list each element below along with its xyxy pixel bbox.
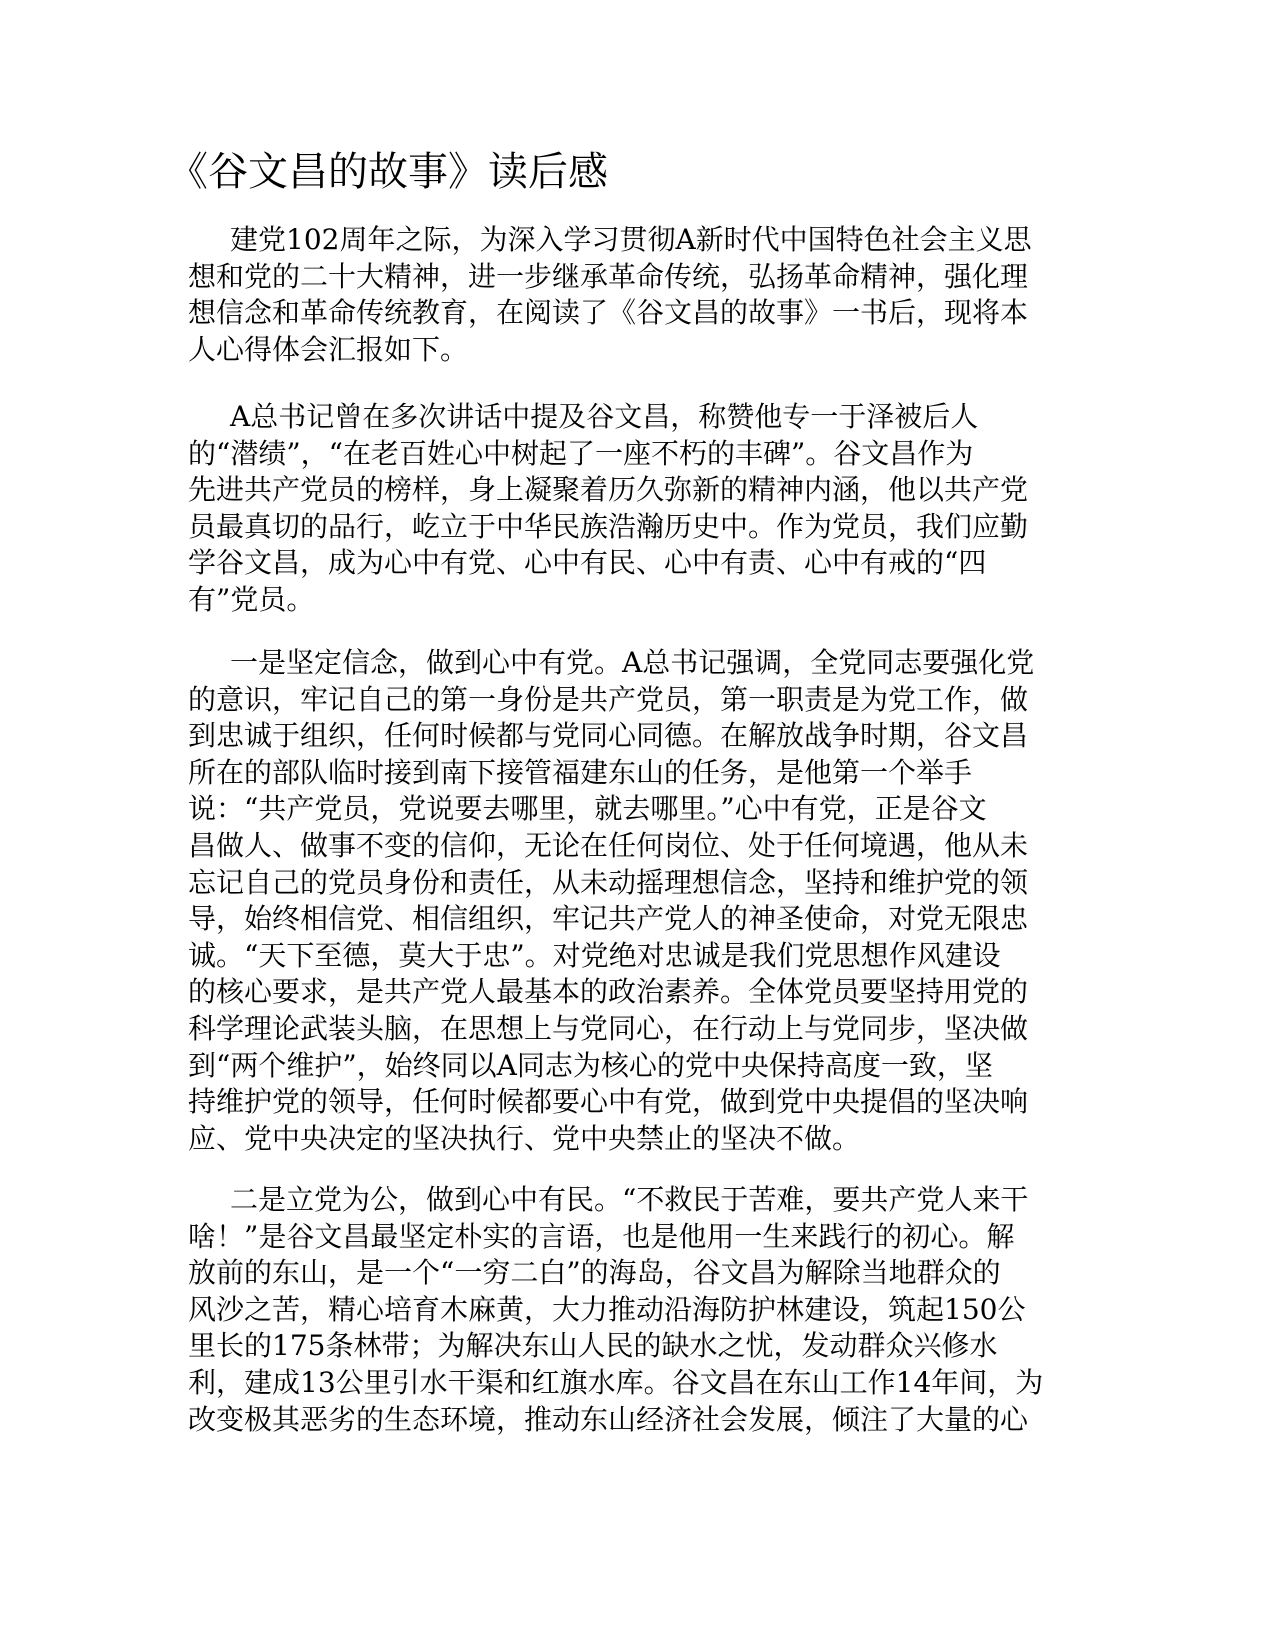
paragraph-overview — [188, 399, 1088, 619]
paragraph-line: 所在的部队临时接到南下接管福建东山的任务，是他第一个举手 — [188, 755, 973, 789]
paragraph-line: 风沙之苦，精心培育木麻黄，大力推动沿海防护林建设，筑起150公 — [188, 1292, 1026, 1326]
paragraph-line: 改变极其恶劣的生态环境，推动东山经济社会发展，倾注了大量的心 — [188, 1402, 1029, 1436]
paragraph-line: A总书记曾在多次讲话中提及谷文昌，称赞他专一于泽被后人 — [230, 400, 979, 433]
paragraph-line: 利，建成13公里引水干渠和红旗水库。谷文昌在东山工作14年间，为 — [188, 1365, 1044, 1399]
paragraph-line: 应、党中央决定的坚决执行、党中央禁止的坚决不做。 — [188, 1121, 861, 1155]
paragraph-line: 忘记自己的党员身份和责任，从未动摇理想信念，坚持和维护党的领 — [188, 865, 1029, 899]
paragraph-line: 人心得体会汇报如下。 — [188, 332, 469, 366]
paragraph-intro — [188, 222, 1088, 368]
paragraph-line: 的“潜绩”，“在老百姓心中树起了一座不朽的丰碑”。谷文昌作为 — [188, 436, 974, 470]
paragraph-line: 想信念和革命传统教育，在阅读了《谷文昌的故事》一书后，现将本 — [188, 296, 1029, 330]
paragraph-point-one — [188, 645, 1088, 1157]
paragraph-line: 里长的175条林带；为解决东山人民的缺水之忧，发动群众兴修水 — [188, 1329, 998, 1363]
paragraph-line: 到忠诚于组织，任何时候都与党同心同德。在解放战争时期，谷文昌 — [188, 719, 1029, 753]
paragraph-point-two — [188, 1182, 1088, 1438]
paragraph-line: 到“两个维护”，始终同以A同志为核心的党中央保持高度一致，坚 — [188, 1048, 993, 1082]
paragraph-line: 员最真切的品行，屹立于中华民族浩瀚历史中。作为党员，我们应勤 — [188, 509, 1029, 543]
paragraph-line: 二是立党为公，做到心中有民。“不救民于苦难，要共产党人来干 — [230, 1183, 1029, 1216]
paragraph-line: 昌做人、做事不变的信仰，无论在任何岗位、处于任何境遇，他从未 — [188, 828, 1029, 862]
paragraph-line: 先进共产党员的榜样，身上凝聚着历久弥新的精神内涵，他以共产党 — [188, 473, 1029, 507]
paragraph-line: 一是坚定信念，做到心中有党。A总书记强调，全党同志要强化党 — [230, 646, 1035, 679]
paragraph-line: 建党102周年之际，为深入学习贯彻A新时代中国特色社会主义思 — [230, 223, 1032, 256]
paragraph-line: 啥！”是谷文昌最坚定朴实的言语，也是他用一生来践行的初心。解 — [188, 1219, 1015, 1253]
paragraph-line: 诚。“天下至德，莫大于忠”。对党绝对忠诚是我们党思想作风建设 — [188, 938, 1001, 972]
paragraph-line: 放前的东山，是一个“一穷二白”的海岛，谷文昌为解除当地群众的 — [188, 1256, 1001, 1290]
document-title: 《谷文昌的故事》读后感 — [168, 149, 608, 195]
paragraph-line: 导，始终相信党、相信组织，牢记共产党人的神圣使命，对党无限忠 — [188, 902, 1029, 936]
paragraph-line: 的核心要求，是共产党人最基本的政治素养。全体党员要坚持用党的 — [188, 975, 1029, 1009]
paragraph-line: 想和党的二十大精神，进一步继承革命传统，弘扬革命精神，强化理 — [188, 259, 1029, 293]
paragraph-line: 持维护党的领导，任何时候都要心中有党，做到党中央提倡的坚决响 — [188, 1085, 1029, 1119]
paragraph-line: 说：“共产党员，党说要去哪里，就去哪里。”心中有党，正是谷文 — [188, 792, 987, 826]
paragraph-line: 有”党员。 — [188, 582, 315, 616]
paragraph-line: 科学理论武装头脑，在思想上与党同心，在行动上与党同步，坚决做 — [188, 1011, 1029, 1045]
paragraph-line: 的意识，牢记自己的第一身份是共产党员，第一职责是为党工作，做 — [188, 682, 1029, 716]
paragraph-line: 学谷文昌，成为心中有党、心中有民、心中有责、心中有戒的“四 — [188, 546, 987, 580]
